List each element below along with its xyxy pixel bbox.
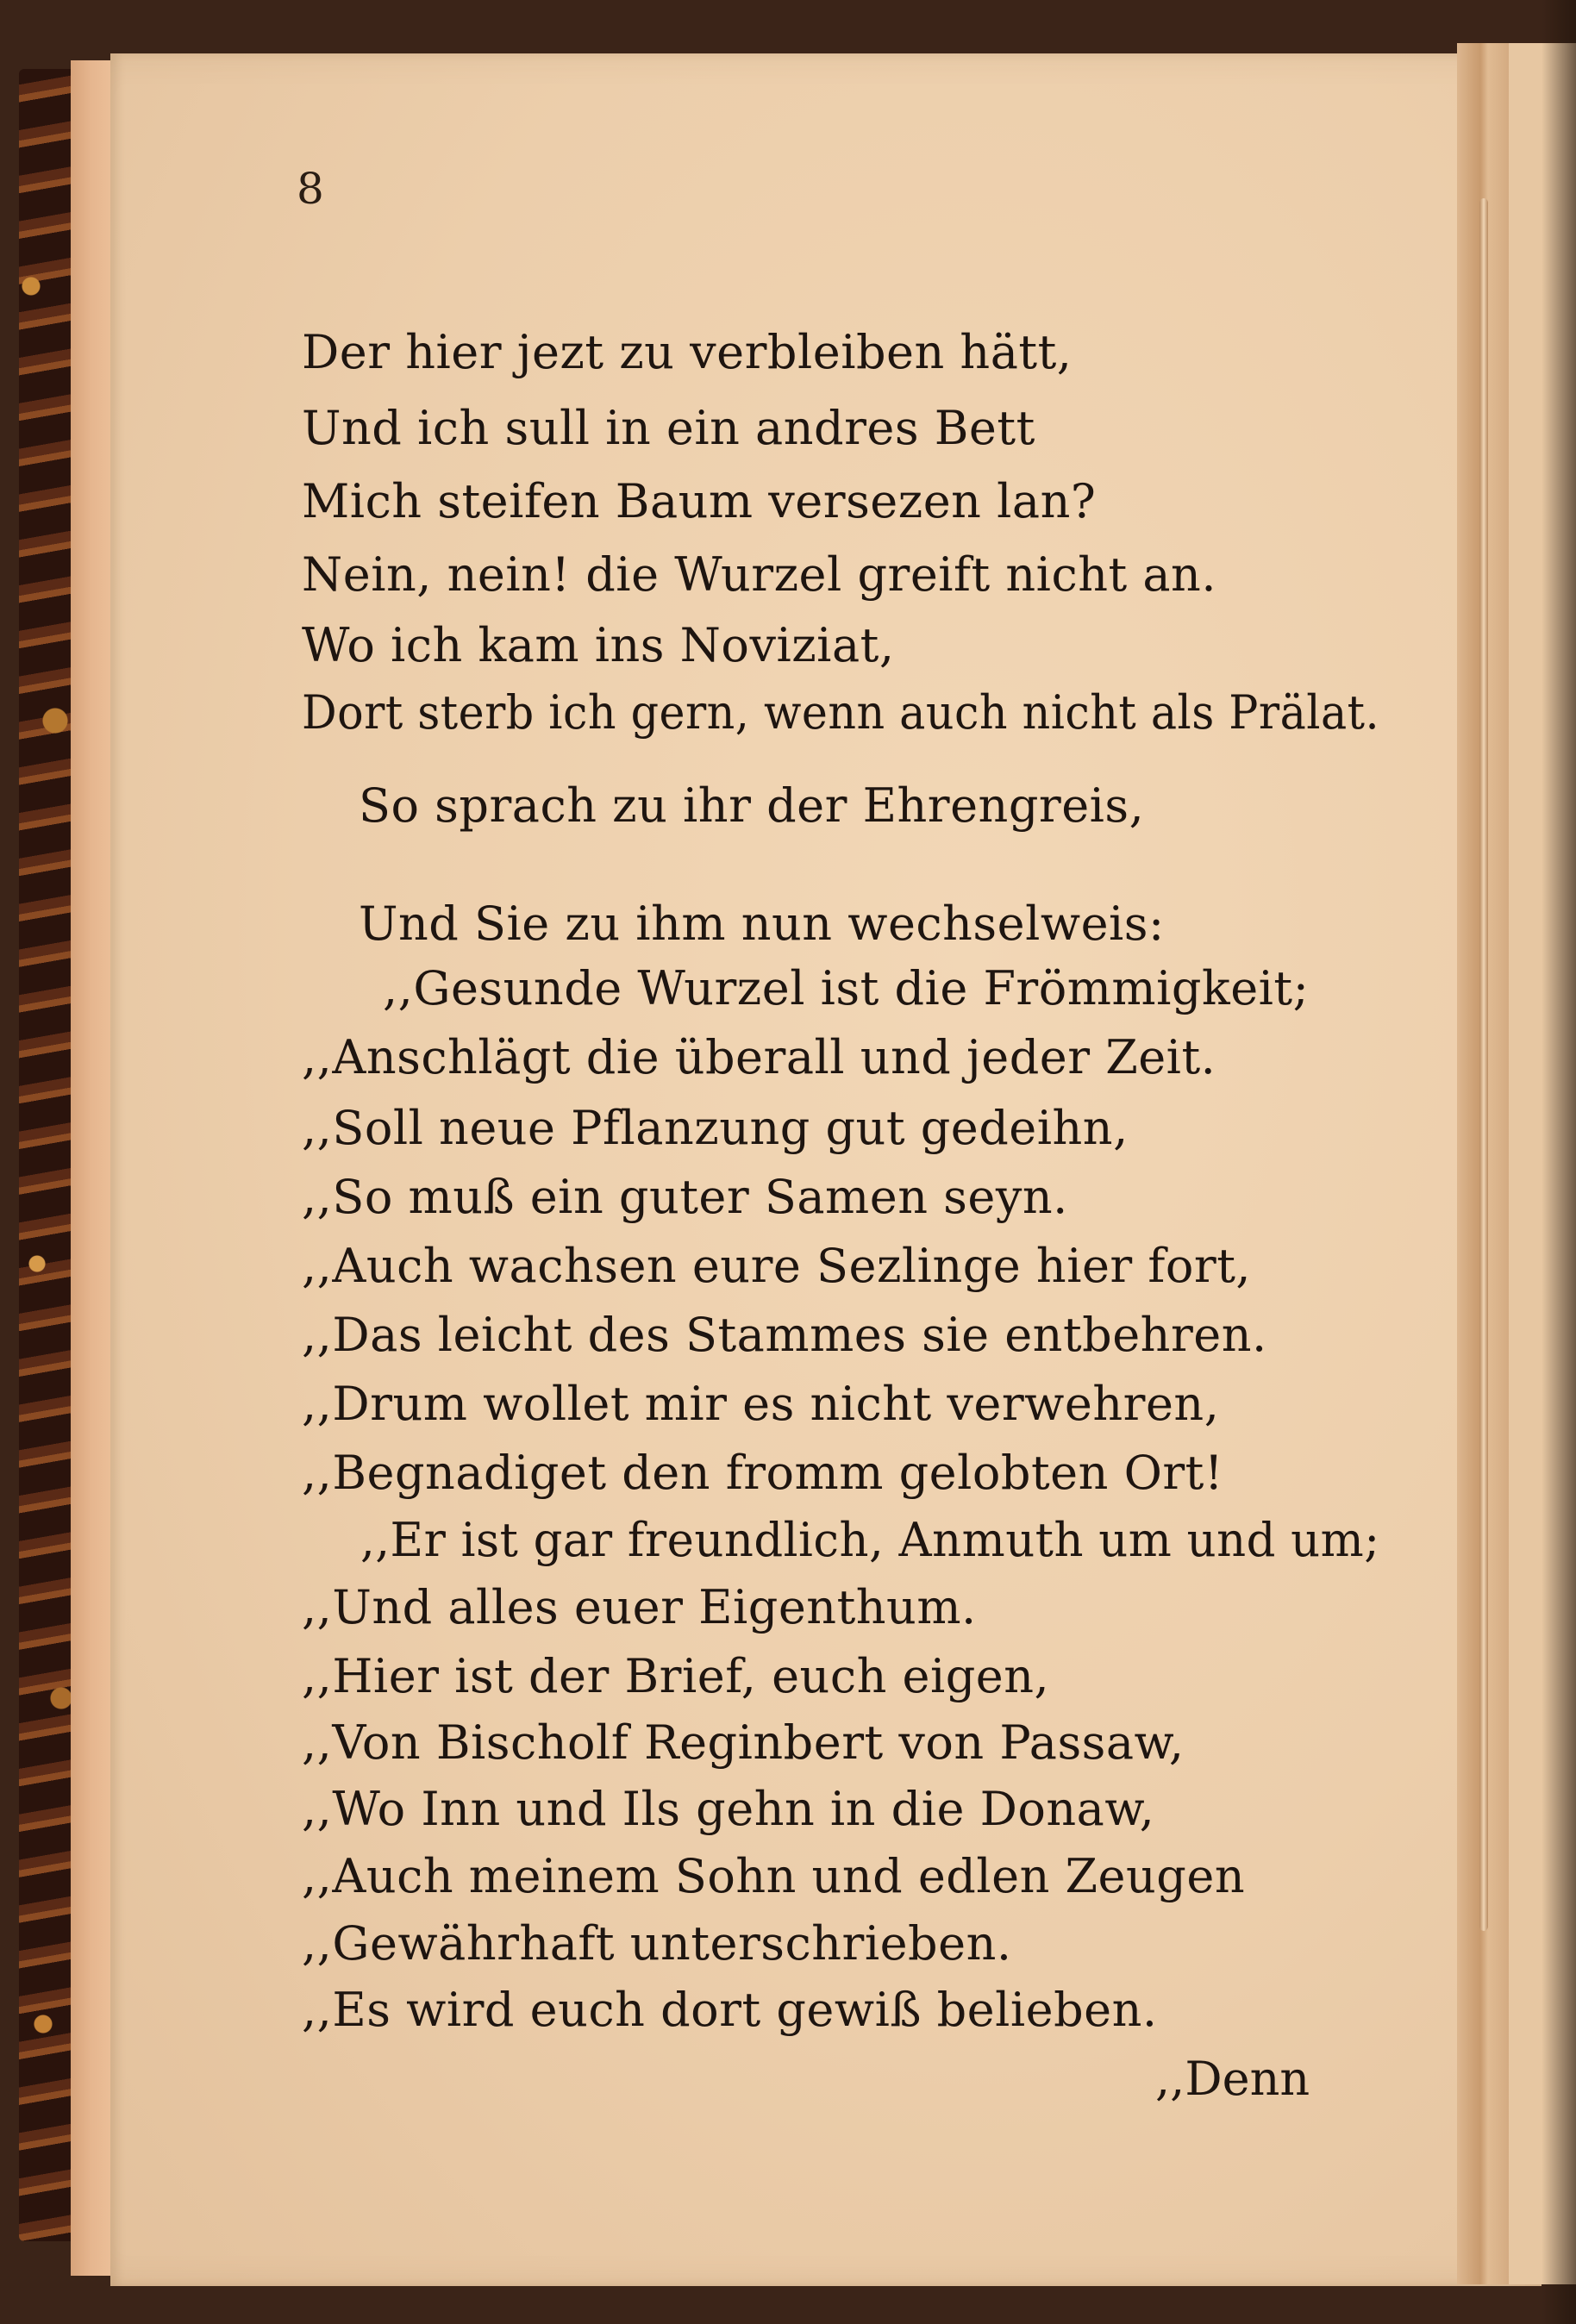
poem-line: Und ich sull in ein andres Bett	[302, 401, 1035, 455]
poem-line: ,,So muß ein guter Samen seyn.	[302, 1170, 1068, 1224]
poem-line: ,,Von Bischolf Reginbert von Passaw,	[302, 1715, 1185, 1770]
poem-line: Wo ich kam ins Noviziat,	[302, 618, 895, 672]
poem-line: ,,Soll neue Pflanzung gut gedeihn,	[302, 1101, 1129, 1155]
poem-line: Nein, nein! die Wurzel greift nicht an.	[302, 547, 1216, 602]
poem-line: ,,Er ist gar freundlich, Anmuth um und um;	[360, 1513, 1380, 1567]
poem-line: Der hier jezt zu verbleiben hätt,	[302, 325, 1073, 379]
poem-line: Mich steifen Baum versezen lan?	[302, 474, 1097, 528]
poem-line: ,,Auch meinem Sohn und edlen Zeugen	[302, 1849, 1246, 1903]
poem-line: ,,Wo Inn und Ils gehn in die Donaw,	[302, 1782, 1155, 1836]
poem-line: ,,Drum wollet mir es nicht verwehren,	[302, 1377, 1220, 1431]
poem-line: ,,Und alles euer Eigenthum.	[302, 1580, 977, 1634]
page-number: 8	[297, 164, 324, 214]
poem-line: So sprach zu ihr der Ehrengreis,	[359, 778, 1145, 833]
poem-line: ,,Begnadiget den fromm gelobten Ort!	[302, 1446, 1224, 1500]
poem-line: ,,Das leicht des Stammes sie entbehren.	[302, 1308, 1267, 1362]
poem-line: ,,Hier ist der Brief, euch eigen,	[302, 1649, 1050, 1703]
catchword: ,,Denn	[1155, 2052, 1310, 2106]
poem-line: ,,Auch wachsen eure Sezlinge hier fort,	[302, 1239, 1252, 1293]
poem-line: ,,Anschlägt die überall und jeder Zeit.	[302, 1030, 1216, 1084]
poem-line: Dort sterb ich gern, wenn auch nicht als Prälat.	[302, 685, 1380, 740]
poem-line: ,,Gewährhaft unterschrieben.	[302, 1916, 1012, 1971]
poem-line: ,,Gesunde Wurzel ist die Frömmigkeit;	[383, 961, 1310, 1015]
poem-line: Und Sie zu ihm nun wechselweis:	[359, 896, 1165, 951]
poem-line: ,,Es wird euch dort gewiß belieben.	[302, 1983, 1158, 2037]
